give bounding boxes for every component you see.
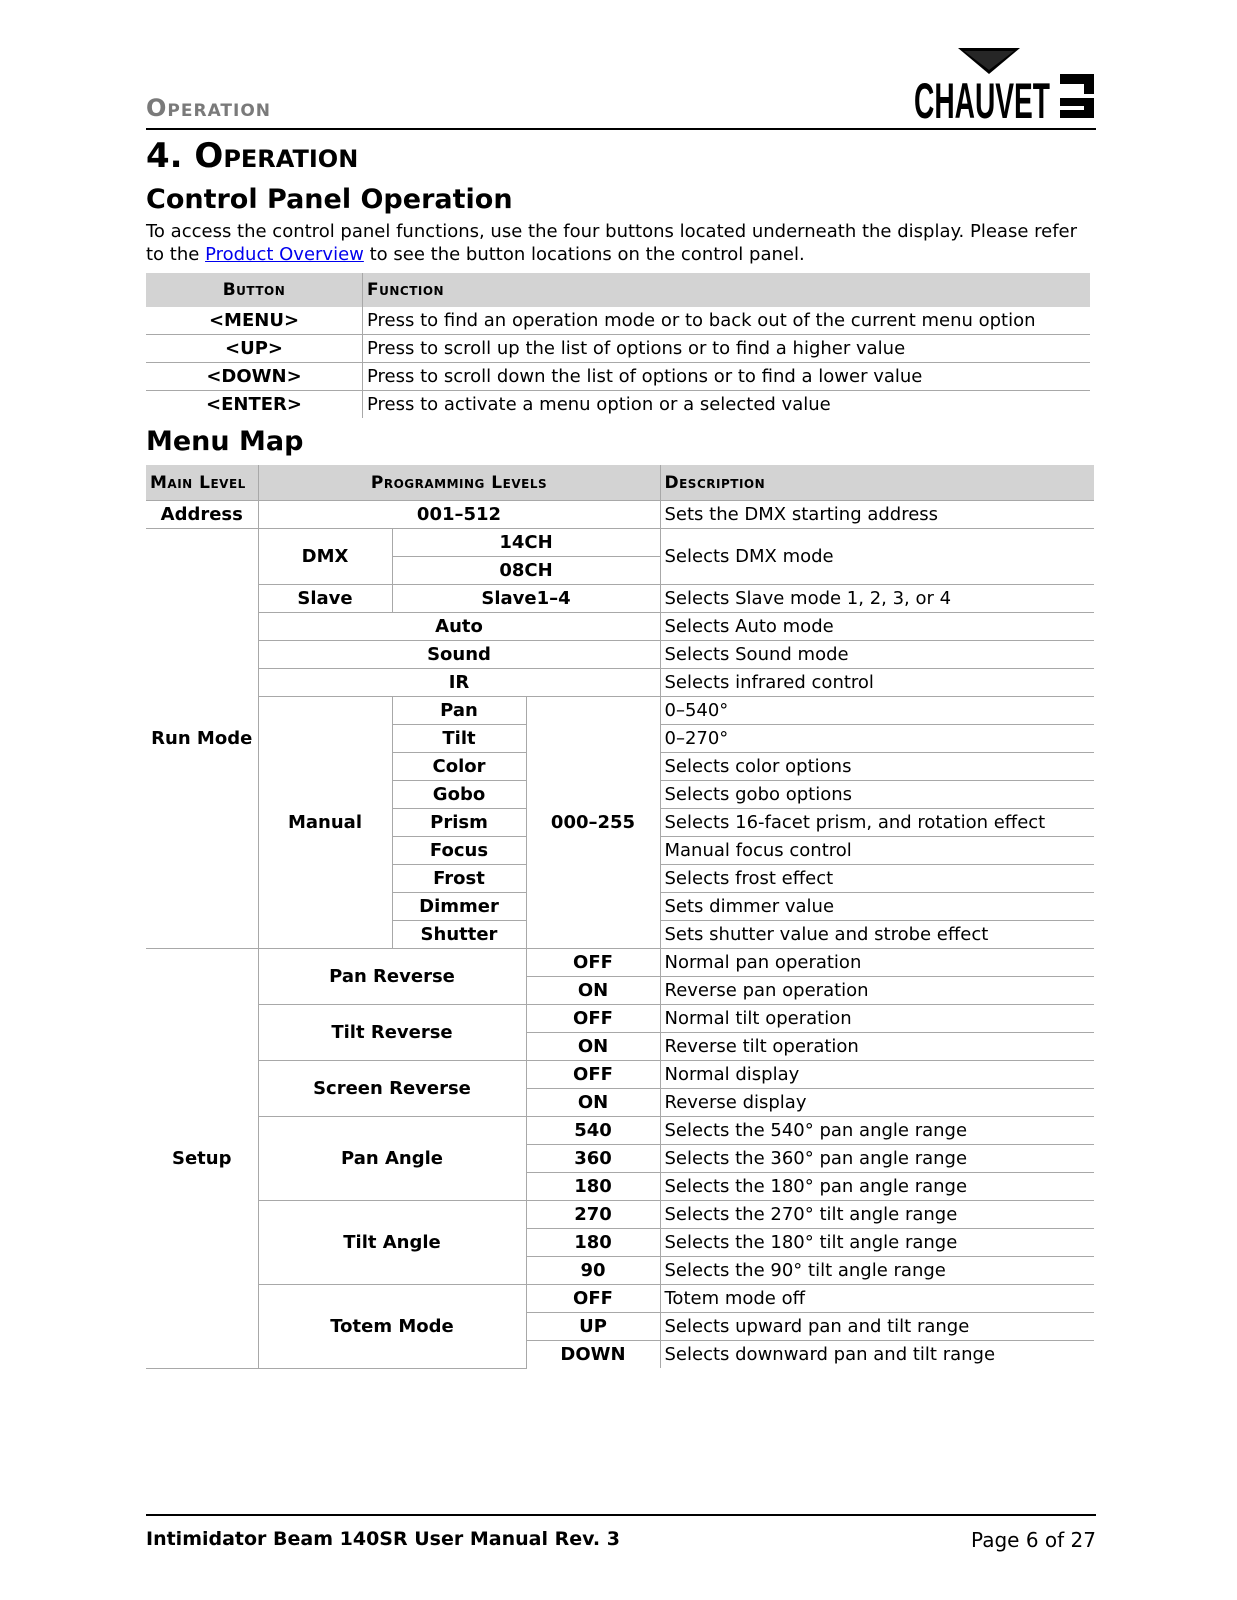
table-cell: 001–512	[258, 501, 660, 529]
menu-map-heading: Menu Map	[146, 426, 304, 457]
table-row	[146, 585, 1094, 613]
svg-text:CHAUVET: CHAUVET	[914, 73, 1050, 129]
chauvet-logo	[914, 44, 1096, 129]
main-level-run-mode: Run Mode	[146, 529, 258, 949]
table-cell: 360	[526, 1145, 660, 1173]
main-level-setup: Setup	[146, 949, 258, 1369]
table-cell: Frost	[392, 865, 526, 893]
table-cell: Tilt Reverse	[258, 1005, 526, 1061]
table-cell: Pan	[392, 697, 526, 725]
section-label: Operation	[146, 94, 272, 122]
table-cell: Sets the DMX starting address	[660, 501, 1094, 529]
table-cell: Auto	[258, 613, 660, 641]
table-cell: OFF	[526, 1005, 660, 1033]
product-overview-link[interactable]: Product Overview	[205, 244, 364, 265]
table-cell: Dimmer	[392, 893, 526, 921]
table-cell: Reverse tilt operation	[660, 1033, 1094, 1061]
table-cell: Color	[392, 753, 526, 781]
table-cell: Tilt Angle	[258, 1201, 526, 1285]
table-cell: Selects Auto mode	[660, 613, 1094, 641]
table-cell: OFF	[526, 949, 660, 977]
table-row	[146, 529, 1094, 557]
col-programming-levels: Programming Levels	[258, 465, 660, 501]
table-cell: Reverse pan operation	[660, 977, 1094, 1005]
table-cell: Selects the 90° tilt angle range	[660, 1257, 1094, 1285]
main-level-address: Address	[146, 501, 258, 529]
table-cell: Normal pan operation	[660, 949, 1094, 977]
table-row	[146, 501, 1094, 529]
col-description: Description	[660, 465, 1094, 501]
table-cell: Selects the 360° pan angle range	[660, 1145, 1094, 1173]
table-cell: Selects the 540° pan angle range	[660, 1117, 1094, 1145]
table-row	[146, 641, 1094, 669]
table-cell: 90	[526, 1257, 660, 1285]
table-cell: 0–540°	[660, 697, 1094, 725]
table-cell: Selects upward pan and tilt range	[660, 1313, 1094, 1341]
table-row	[146, 669, 1094, 697]
menu-map-table	[146, 465, 1094, 1369]
table-row	[146, 1117, 1094, 1145]
button-function: Press to scroll down the list of options or to find a lower value	[363, 363, 1091, 391]
table-cell: 08CH	[392, 557, 660, 585]
table-cell: Gobo	[392, 781, 526, 809]
table-cell: Selects the 180° pan angle range	[660, 1173, 1094, 1201]
col-main-level: Main Level	[146, 465, 258, 501]
button-table	[146, 273, 1090, 418]
table-cell: Sets dimmer value	[660, 893, 1094, 921]
table-cell: Selects DMX mode	[660, 529, 1094, 585]
table-row	[146, 697, 1094, 725]
table-row	[146, 1061, 1094, 1089]
table-cell: Pan Angle	[258, 1117, 526, 1201]
button-name: <DOWN>	[146, 363, 363, 391]
table-cell: Totem Mode	[258, 1285, 526, 1369]
table-cell: OFF	[526, 1061, 660, 1089]
button-function: Press to activate a menu option or a selected value	[367, 394, 831, 415]
table-cell: Selects infrared control	[660, 669, 1094, 697]
table-row	[146, 335, 1090, 363]
table-cell: Prism	[392, 809, 526, 837]
page-header	[146, 40, 1096, 130]
table-cell: Normal tilt operation	[660, 1005, 1094, 1033]
table-row	[146, 1005, 1094, 1033]
table-cell: 000–255	[526, 697, 660, 949]
table-cell: Selects gobo options	[660, 781, 1094, 809]
table-cell: Focus	[392, 837, 526, 865]
table-cell: 180	[526, 1173, 660, 1201]
table-cell: Selects Slave mode 1, 2, 3, or 4	[660, 585, 1094, 613]
table-cell: Slave1–4	[392, 585, 660, 613]
table-cell: Shutter	[392, 921, 526, 949]
footer-page-number: Page 6 of 27	[971, 1528, 1096, 1552]
table-cell: DOWN	[526, 1341, 660, 1369]
control-panel-intro: To access the control panel functions, use the four buttons located underneath the display. Please refer to the Product Overview to see the button locations on the control panel.	[146, 221, 1078, 265]
table-cell: Tilt	[392, 725, 526, 753]
table-row	[146, 1285, 1094, 1313]
table-row	[146, 949, 1094, 977]
table-cell: Manual focus control	[660, 837, 1094, 865]
table-cell: Screen Reverse	[258, 1061, 526, 1117]
table-cell: DMX	[258, 529, 392, 585]
table-cell: Selects frost effect	[660, 865, 1094, 893]
table-cell: OFF	[526, 1285, 660, 1313]
table-cell: 0–270°	[660, 725, 1094, 753]
button-name: <UP>	[146, 335, 363, 363]
table-cell: Selects the 270° tilt angle range	[660, 1201, 1094, 1229]
table-cell: ON	[526, 1089, 660, 1117]
table-row	[146, 391, 1090, 419]
table-row	[146, 363, 1090, 391]
table-cell: Sound	[258, 641, 660, 669]
button-function: Press to find an operation mode or to back out of the current menu option	[363, 307, 1091, 335]
table-row	[146, 613, 1094, 641]
table-cell: UP	[526, 1313, 660, 1341]
table-cell: Pan Reverse	[258, 949, 526, 1005]
table-cell: Selects the 180° tilt angle range	[660, 1229, 1094, 1257]
table-cell: 540	[526, 1117, 660, 1145]
table-cell: Slave	[258, 585, 392, 613]
table-cell: Normal display	[660, 1061, 1094, 1089]
col-button: Button	[146, 273, 363, 307]
table-cell: Totem mode off	[660, 1285, 1094, 1313]
table-cell: 14CH	[392, 529, 660, 557]
button-name: <ENTER>	[146, 391, 363, 419]
table-cell: Selects Sound mode	[660, 641, 1094, 669]
table-cell: Selects downward pan and tilt range	[660, 1341, 1094, 1369]
table-cell: Manual	[258, 697, 392, 949]
table-cell: Selects 16-facet prism, and rotation effect	[660, 809, 1094, 837]
table-cell: ON	[526, 977, 660, 1005]
col-function: Function	[363, 273, 1091, 307]
page-footer	[146, 1514, 1096, 1556]
table-row	[146, 1201, 1094, 1229]
table-cell: Selects color options	[660, 753, 1094, 781]
button-function: Press to scroll up the list of options or to find a higher value	[363, 335, 1091, 363]
table-cell: ON	[526, 1033, 660, 1061]
control-panel-heading: Control Panel Operation	[146, 184, 513, 215]
footer-manual-title: Intimidator Beam 140SR User Manual Rev. 3	[146, 1528, 620, 1550]
table-cell: 180	[526, 1229, 660, 1257]
table-cell: Sets shutter value and strobe effect	[660, 921, 1094, 949]
table-row	[146, 307, 1090, 335]
page-title: 4. Operation	[146, 136, 359, 176]
button-name: <MENU>	[146, 307, 363, 335]
table-cell: 270	[526, 1201, 660, 1229]
table-cell: IR	[258, 669, 660, 697]
table-cell: Reverse display	[660, 1089, 1094, 1117]
